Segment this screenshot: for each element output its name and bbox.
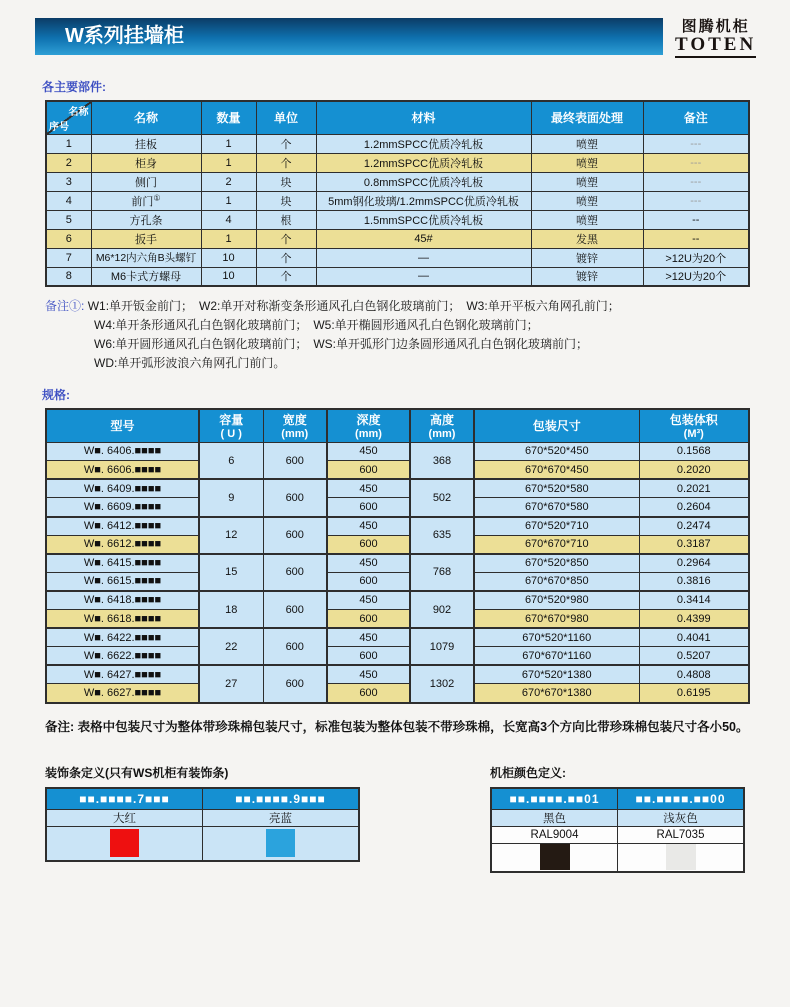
- pack-size-cell: 670*670*980: [474, 610, 639, 629]
- model-cell: W■. 6406.■■■■: [46, 442, 199, 461]
- pack-volume-cell: 0.4808: [639, 665, 749, 684]
- depth-cell: 450: [327, 665, 410, 684]
- black-swatch: [540, 844, 570, 870]
- part-unit: 块: [256, 191, 316, 210]
- swatch-cell: [46, 827, 203, 861]
- part-material: 5mm钢化玻璃/1.2mmSPCC优质冷轧板: [316, 191, 531, 210]
- width-cell: 600: [263, 665, 327, 702]
- depth-cell: 450: [327, 517, 410, 536]
- pack-volume-cell: 0.4041: [639, 628, 749, 647]
- pack-size-cell: 670*670*710: [474, 535, 639, 554]
- part-remark: ---: [643, 134, 749, 153]
- part-qty: 10: [201, 248, 256, 267]
- model-cell: W■. 6415.■■■■: [46, 554, 199, 573]
- cabinet-color-table: [490, 787, 745, 873]
- part-name: M6卡式方螺母: [91, 267, 201, 286]
- part-name: 侧门: [91, 172, 201, 191]
- part-material: 1.5mmSPCC优质冷轧板: [316, 210, 531, 229]
- pack-size-cell: 670*670*450: [474, 461, 639, 480]
- width-cell: 600: [263, 479, 327, 516]
- parts-row: [46, 229, 749, 248]
- part-finish: 喷塑: [531, 134, 643, 153]
- part-material: 1.2mmSPCC优质冷轧板: [316, 134, 531, 153]
- page-title: W系列挂墙柜: [35, 18, 663, 55]
- spec-row: [46, 665, 749, 684]
- depth-cell: 450: [327, 442, 410, 461]
- part-finish: 喷塑: [531, 191, 643, 210]
- diag-no-label: 序号: [49, 121, 69, 133]
- part-no: 8: [46, 267, 91, 286]
- pack-size-cell: 670*670*580: [474, 498, 639, 517]
- note-prefix: 备注①:: [45, 299, 85, 314]
- pack-volume-cell: 0.2604: [639, 498, 749, 517]
- depth-cell: 450: [327, 591, 410, 610]
- part-no: 6: [46, 229, 91, 248]
- part-unit: 个: [256, 134, 316, 153]
- width-cell: 600: [263, 442, 327, 479]
- parts-row: [46, 153, 749, 172]
- parts-row: [46, 210, 749, 229]
- pack-volume-cell: 0.4399: [639, 610, 749, 629]
- diag-name-label: 名称: [68, 107, 89, 119]
- spec-row: [46, 684, 749, 703]
- col-pack-size: 包装尺寸: [474, 409, 639, 442]
- pack-size-cell: 670*520*980: [474, 591, 639, 610]
- note-line: 备注①: W1:单开钣金前门； W2:单开对称渐变条形通风孔白色钢化玻璃前门； W3:单开平板六角网孔前门；: [45, 299, 620, 314]
- spec-row: [46, 591, 749, 610]
- red-swatch: [110, 829, 139, 857]
- depth-cell: 600: [327, 535, 410, 554]
- part-finish: 镀锌: [531, 267, 643, 286]
- ral-code-row: [491, 827, 744, 844]
- color-code: ■■.■■■■.■■00: [618, 788, 745, 810]
- part-qty: 2: [201, 172, 256, 191]
- part-unit: 个: [256, 153, 316, 172]
- model-cell: W■. 6418.■■■■: [46, 591, 199, 610]
- part-name: 方孔条: [91, 210, 201, 229]
- swatch-cell: [203, 827, 360, 861]
- part-material: 1.2mmSPCC优质冷轧板: [316, 153, 531, 172]
- capacity-cell: 15: [199, 554, 263, 591]
- pack-size-cell: 670*520*1380: [474, 665, 639, 684]
- parts-header-row: [46, 101, 749, 134]
- color-name-row: [491, 810, 744, 827]
- bottom-definitions: [0, 736, 790, 873]
- spec-row: [46, 498, 749, 517]
- width-cell: 600: [263, 628, 327, 665]
- pack-volume-cell: 0.2474: [639, 517, 749, 536]
- part-no: 7: [46, 248, 91, 267]
- front-door-note-marker: ①: [153, 193, 161, 203]
- part-remark: --: [643, 210, 749, 229]
- spec-row: [46, 442, 749, 461]
- spec-row: [46, 554, 749, 573]
- cabinet-color-block: [490, 764, 745, 873]
- depth-cell: 600: [327, 684, 410, 703]
- part-material: 0.8mmSPCC优质冷轧板: [316, 172, 531, 191]
- swatch-cell: [491, 844, 618, 872]
- parts-notes: [45, 297, 750, 373]
- col-qty: 数量: [201, 101, 256, 134]
- spec-row: [46, 517, 749, 536]
- part-qty: 1: [201, 153, 256, 172]
- pack-volume-cell: 0.2021: [639, 479, 749, 498]
- col-width: 宽度 (mm): [263, 409, 327, 442]
- model-cell: W■. 6609.■■■■: [46, 498, 199, 517]
- spec-row: [46, 647, 749, 666]
- model-cell: W■. 6427.■■■■: [46, 665, 199, 684]
- part-name: 挂板: [91, 134, 201, 153]
- part-remark: >12U为20个: [643, 267, 749, 286]
- parts-row: [46, 191, 749, 210]
- spec-row: [46, 610, 749, 629]
- parts-row: [46, 172, 749, 191]
- model-cell: W■. 6412.■■■■: [46, 517, 199, 536]
- capacity-cell: 9: [199, 479, 263, 516]
- col-pack-volume: 包装体积 (M³): [639, 409, 749, 442]
- part-finish: 喷塑: [531, 172, 643, 191]
- part-unit: 个: [256, 267, 316, 286]
- width-cell: 600: [263, 554, 327, 591]
- pack-volume-cell: 0.3187: [639, 535, 749, 554]
- depth-cell: 600: [327, 498, 410, 517]
- strip-table: [45, 787, 360, 862]
- part-unit: 个: [256, 248, 316, 267]
- strip-code: ■■.■■■■.9■■■: [203, 788, 360, 810]
- blue-swatch: [266, 829, 295, 857]
- pack-volume-cell: 0.2020: [639, 461, 749, 480]
- strip-color-name: 大红: [46, 810, 203, 827]
- diagonal-header-cell: [46, 101, 91, 134]
- part-unit: 根: [256, 210, 316, 229]
- specs-table: [45, 408, 750, 703]
- model-cell: W■. 6618.■■■■: [46, 610, 199, 629]
- spec-row: [46, 479, 749, 498]
- spec-row: [46, 461, 749, 480]
- part-qty: 1: [201, 191, 256, 210]
- col-height: 高度 (mm): [410, 409, 474, 442]
- part-qty: 10: [201, 267, 256, 286]
- color-code-row: [491, 788, 744, 810]
- pack-volume-cell: 0.3816: [639, 572, 749, 591]
- col-material: 材料: [316, 101, 531, 134]
- pack-size-cell: 670*520*580: [474, 479, 639, 498]
- capacity-cell: 27: [199, 665, 263, 702]
- pack-size-cell: 670*520*710: [474, 517, 639, 536]
- depth-cell: 600: [327, 461, 410, 480]
- pack-size-cell: 670*670*850: [474, 572, 639, 591]
- specs-header-row: [46, 409, 749, 442]
- part-unit: 个: [256, 229, 316, 248]
- parts-row: [46, 267, 749, 286]
- note-line: W4:单开条形通风孔白色钢化玻璃前门； W5:单开椭圆形通风孔白色钢化玻璃前门；: [94, 318, 539, 333]
- capacity-cell: 22: [199, 628, 263, 665]
- part-remark: ---: [643, 172, 749, 191]
- height-cell: 902: [410, 591, 474, 628]
- color-name: 黑色: [491, 810, 618, 827]
- part-remark: >12U为20个: [643, 248, 749, 267]
- col-remark: 备注: [643, 101, 749, 134]
- note-line: WD:单开弧形波浪六角网孔门前门。: [94, 356, 286, 371]
- model-cell: W■. 6622.■■■■: [46, 647, 199, 666]
- toten-logo: [675, 18, 756, 58]
- part-name: 扳手: [91, 229, 201, 248]
- col-capacity: 容量 ( U ): [199, 409, 263, 442]
- model-cell: W■. 6627.■■■■: [46, 684, 199, 703]
- spec-row: [46, 572, 749, 591]
- page-header: [0, 0, 790, 58]
- gray-swatch: [666, 844, 696, 870]
- pack-size-cell: 670*520*1160: [474, 628, 639, 647]
- capacity-cell: 6: [199, 442, 263, 479]
- pack-volume-cell: 0.2964: [639, 554, 749, 573]
- note-line: W6:单开圆形通风孔白色钢化玻璃前门； WS:单开弧形门边条圆形通风孔白色钢化玻璃前门；: [94, 337, 589, 352]
- col-name: 名称: [91, 101, 201, 134]
- logo-english-text: TOTEN: [675, 35, 756, 58]
- capacity-cell: 12: [199, 517, 263, 554]
- part-material: 45#: [316, 229, 531, 248]
- pack-volume-cell: 0.3414: [639, 591, 749, 610]
- height-cell: 1302: [410, 665, 474, 702]
- depth-cell: 600: [327, 610, 410, 629]
- part-name: M6*12内六角B头螺钉: [91, 248, 201, 267]
- part-no: 5: [46, 210, 91, 229]
- part-name: 前门①: [91, 191, 201, 210]
- part-remark: ---: [643, 191, 749, 210]
- spec-note: 备注: 表格中包装尺寸为整体带珍珠棉包装尺寸，标准包装为整体包装不带珍珠棉，长宽高3个方向比带珍珠棉包装尺寸各小50。: [45, 719, 749, 734]
- color-code: ■■.■■■■.■■01: [491, 788, 618, 810]
- color-name: 浅灰色: [618, 810, 745, 827]
- model-cell: W■. 6422.■■■■: [46, 628, 199, 647]
- model-cell: W■. 6612.■■■■: [46, 535, 199, 554]
- part-no: 3: [46, 172, 91, 191]
- spec-note-prefix: 备注:: [45, 719, 75, 734]
- depth-cell: 450: [327, 628, 410, 647]
- strip-color-name: 亮蓝: [203, 810, 360, 827]
- col-finish: 最终表面处理: [531, 101, 643, 134]
- part-qty: 4: [201, 210, 256, 229]
- col-unit: 单位: [256, 101, 316, 134]
- col-depth: 深度 (mm): [327, 409, 410, 442]
- pack-size-cell: 670*520*850: [474, 554, 639, 573]
- parts-table: [45, 100, 750, 287]
- strip-name-row: [46, 810, 359, 827]
- part-finish: 镀锌: [531, 248, 643, 267]
- ral-code: RAL7035: [618, 827, 745, 844]
- part-finish: 喷塑: [531, 210, 643, 229]
- model-cell: W■. 6606.■■■■: [46, 461, 199, 480]
- model-cell: W■. 6615.■■■■: [46, 572, 199, 591]
- pack-volume-cell: 0.1568: [639, 442, 749, 461]
- pack-volume-cell: 0.6195: [639, 684, 749, 703]
- part-material: —: [316, 267, 531, 286]
- part-finish: 喷塑: [531, 153, 643, 172]
- height-cell: 368: [410, 442, 474, 479]
- color-section-title: 机柜颜色定义:: [490, 765, 566, 780]
- pack-volume-cell: 0.5207: [639, 647, 749, 666]
- part-material: —: [316, 248, 531, 267]
- depth-cell: 600: [327, 647, 410, 666]
- ral-code: RAL9004: [491, 827, 618, 844]
- parts-row: [46, 248, 749, 267]
- model-cell: W■. 6409.■■■■: [46, 479, 199, 498]
- pack-size-cell: 670*670*1160: [474, 647, 639, 666]
- specs-section-label: 规格:: [42, 388, 70, 403]
- col-model: 型号: [46, 409, 199, 442]
- spec-row: [46, 535, 749, 554]
- swatch-cell: [618, 844, 745, 872]
- part-name: 柜身: [91, 153, 201, 172]
- strip-section-title: 装饰条定义(只有WS机柜有装饰条): [45, 765, 229, 780]
- strip-code: ■■.■■■■.7■■■: [46, 788, 203, 810]
- strip-definition-block: [45, 764, 360, 862]
- part-remark: --: [643, 229, 749, 248]
- strip-code-row: [46, 788, 359, 810]
- width-cell: 600: [263, 591, 327, 628]
- height-cell: 768: [410, 554, 474, 591]
- depth-cell: 450: [327, 554, 410, 573]
- color-swatch-row: [491, 844, 744, 872]
- part-remark: ---: [643, 153, 749, 172]
- depth-cell: 600: [327, 572, 410, 591]
- spec-row: [46, 628, 749, 647]
- part-no: 4: [46, 191, 91, 210]
- part-no: 2: [46, 153, 91, 172]
- height-cell: 635: [410, 517, 474, 554]
- height-cell: 1079: [410, 628, 474, 665]
- pack-size-cell: 670*520*450: [474, 442, 639, 461]
- capacity-cell: 18: [199, 591, 263, 628]
- pack-size-cell: 670*670*1380: [474, 684, 639, 703]
- parts-row: [46, 134, 749, 153]
- parts-section-label: 各主要部件:: [42, 80, 106, 95]
- part-qty: 1: [201, 229, 256, 248]
- logo-chinese-text: 图腾机柜: [681, 18, 750, 35]
- part-qty: 1: [201, 134, 256, 153]
- height-cell: 502: [410, 479, 474, 516]
- width-cell: 600: [263, 517, 327, 554]
- part-unit: 块: [256, 172, 316, 191]
- depth-cell: 450: [327, 479, 410, 498]
- strip-swatch-row: [46, 827, 359, 861]
- part-no: 1: [46, 134, 91, 153]
- part-finish: 发黑: [531, 229, 643, 248]
